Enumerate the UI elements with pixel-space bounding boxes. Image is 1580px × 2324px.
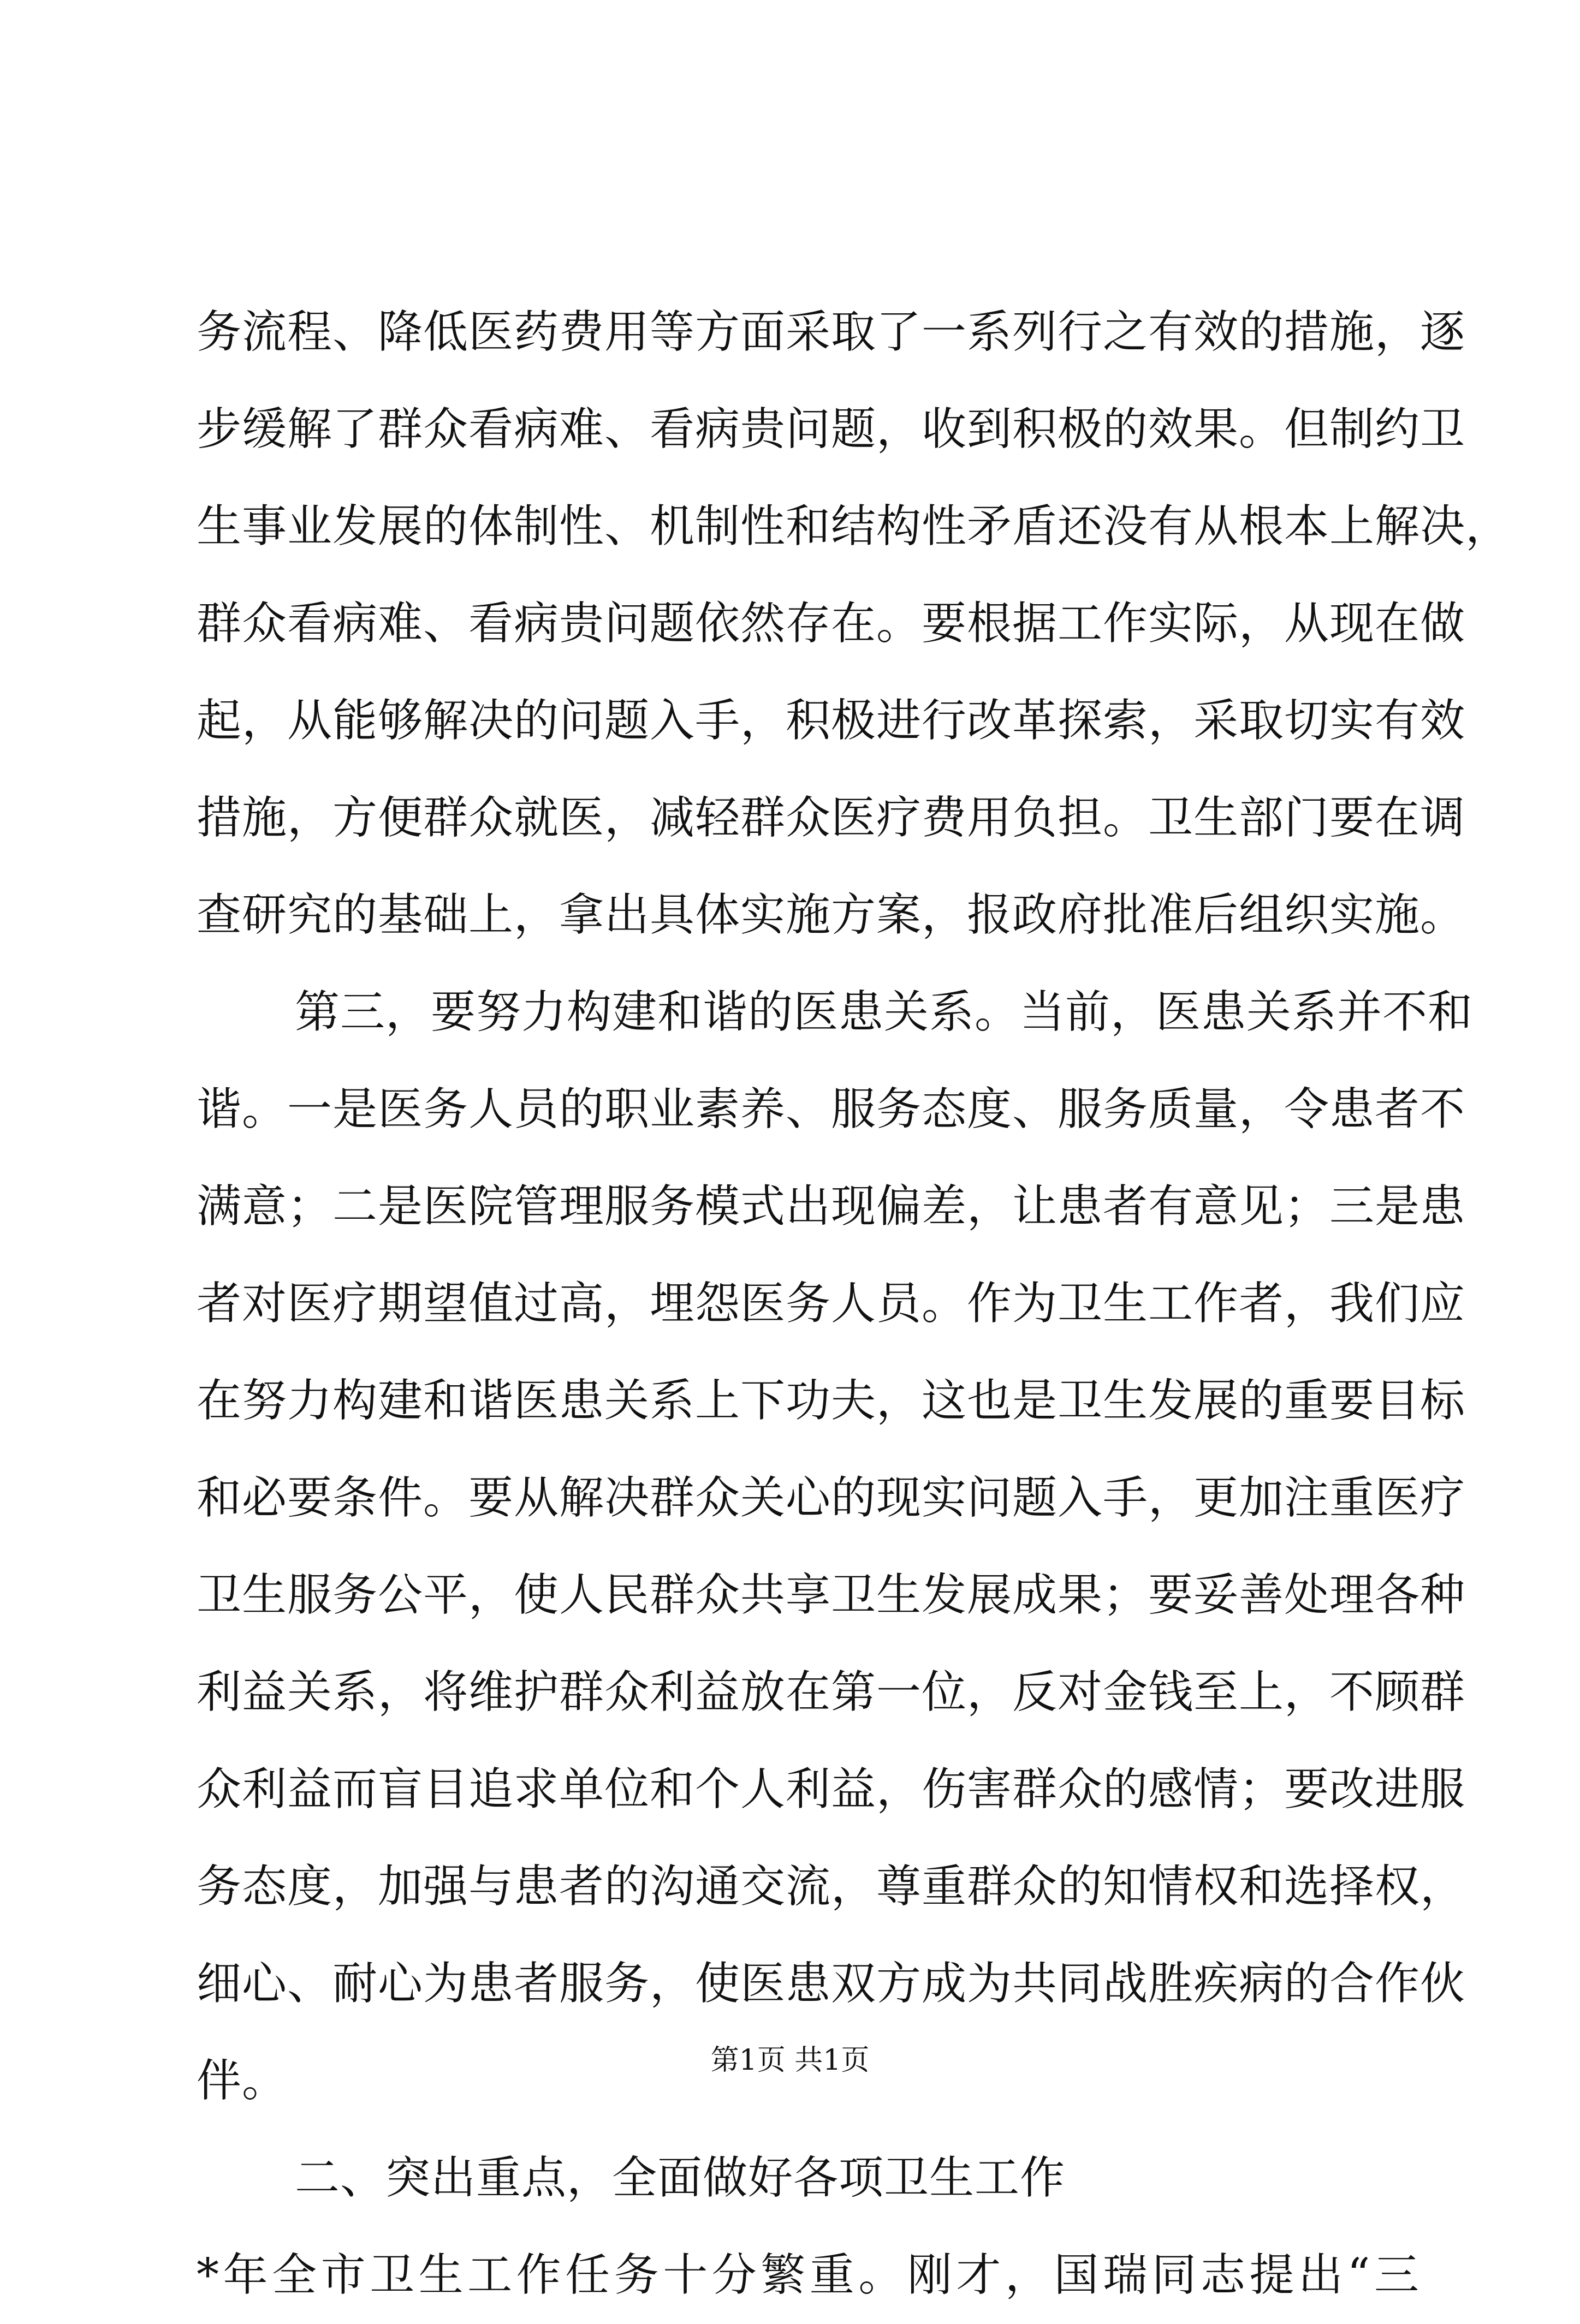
text-line: 者对医疗期望值过高，埋怨医务人员。作为卫生工作者，我们应 [197, 1278, 1466, 1330]
text-line: 众利益而盲目追求单位和个人利益，伤害群众的感情；要改进服 [197, 1763, 1466, 1815]
page-footer: 第1页 共1页 [710, 2044, 870, 2077]
text-line: 务流程、降低医药费用等方面采取了一系列行之有效的措施，逐 [197, 306, 1466, 358]
text-line: 群众看病难、看病贵问题依然存在。要根据工作实际，从现在做 [197, 598, 1466, 649]
text-line: 务态度，加强与患者的沟通交流，尊重群众的知情权和选择权， [197, 1861, 1466, 1912]
text-line: *年全市卫生工作任务十分繁重。刚才，国瑞同志提出“三 [197, 2249, 1419, 2301]
text-line: 和必要条件。要从解决群众关心的现实问题入手，更加注重医疗 [197, 1472, 1466, 1524]
section-heading: 二、突出重点，全面做好各项卫生工作 [295, 2152, 1066, 2204]
text-line: 细心、耐心为患者服务，使医患双方成为共同战胜疾病的合作伙 [197, 1958, 1466, 2010]
document-body [197, 284, 1511, 2324]
paragraph-last-line: 伴。 [197, 2055, 288, 2107]
text-line: 在努力构建和谐医患关系上下功夫，这也是卫生发展的重要目标 [197, 1375, 1466, 1427]
text-line: 谐。一是医务人员的职业素养、服务态度、服务质量，令患者不 [197, 1083, 1466, 1135]
text-line: 满意；二是医院管理服务模式出现偏差，让患者有意见；三是患 [197, 1181, 1466, 1232]
text-line: 起，从能够解决的问题入手，积极进行改革探索，采取切实有效 [197, 695, 1466, 747]
text-line: 生事业发展的体制性、机制性和结构性矛盾还没有从根本上解决， [197, 500, 1511, 552]
text-line: 卫生服务公平，使人民群众共享卫生发展成果；要妥善处理各种 [197, 1569, 1466, 1621]
text-line: 利益关系，将维护群众利益放在第一位，反对金钱至上，不顾群 [197, 1666, 1466, 1718]
text-line: 查研究的基础上，拿出具体实施方案，报政府批准后组织实施。 [197, 889, 1466, 941]
text-line: 步缓解了群众看病难、看病贵问题，收到积极的效果。但制约卫 [197, 403, 1466, 455]
paragraph-first-line: 第三，要努力构建和谐的医患关系。当前，医患关系并不和 [295, 986, 1474, 1038]
text-line: 措施，方便群众就医，减轻群众医疗费用负担。卫生部门要在调 [197, 792, 1466, 844]
